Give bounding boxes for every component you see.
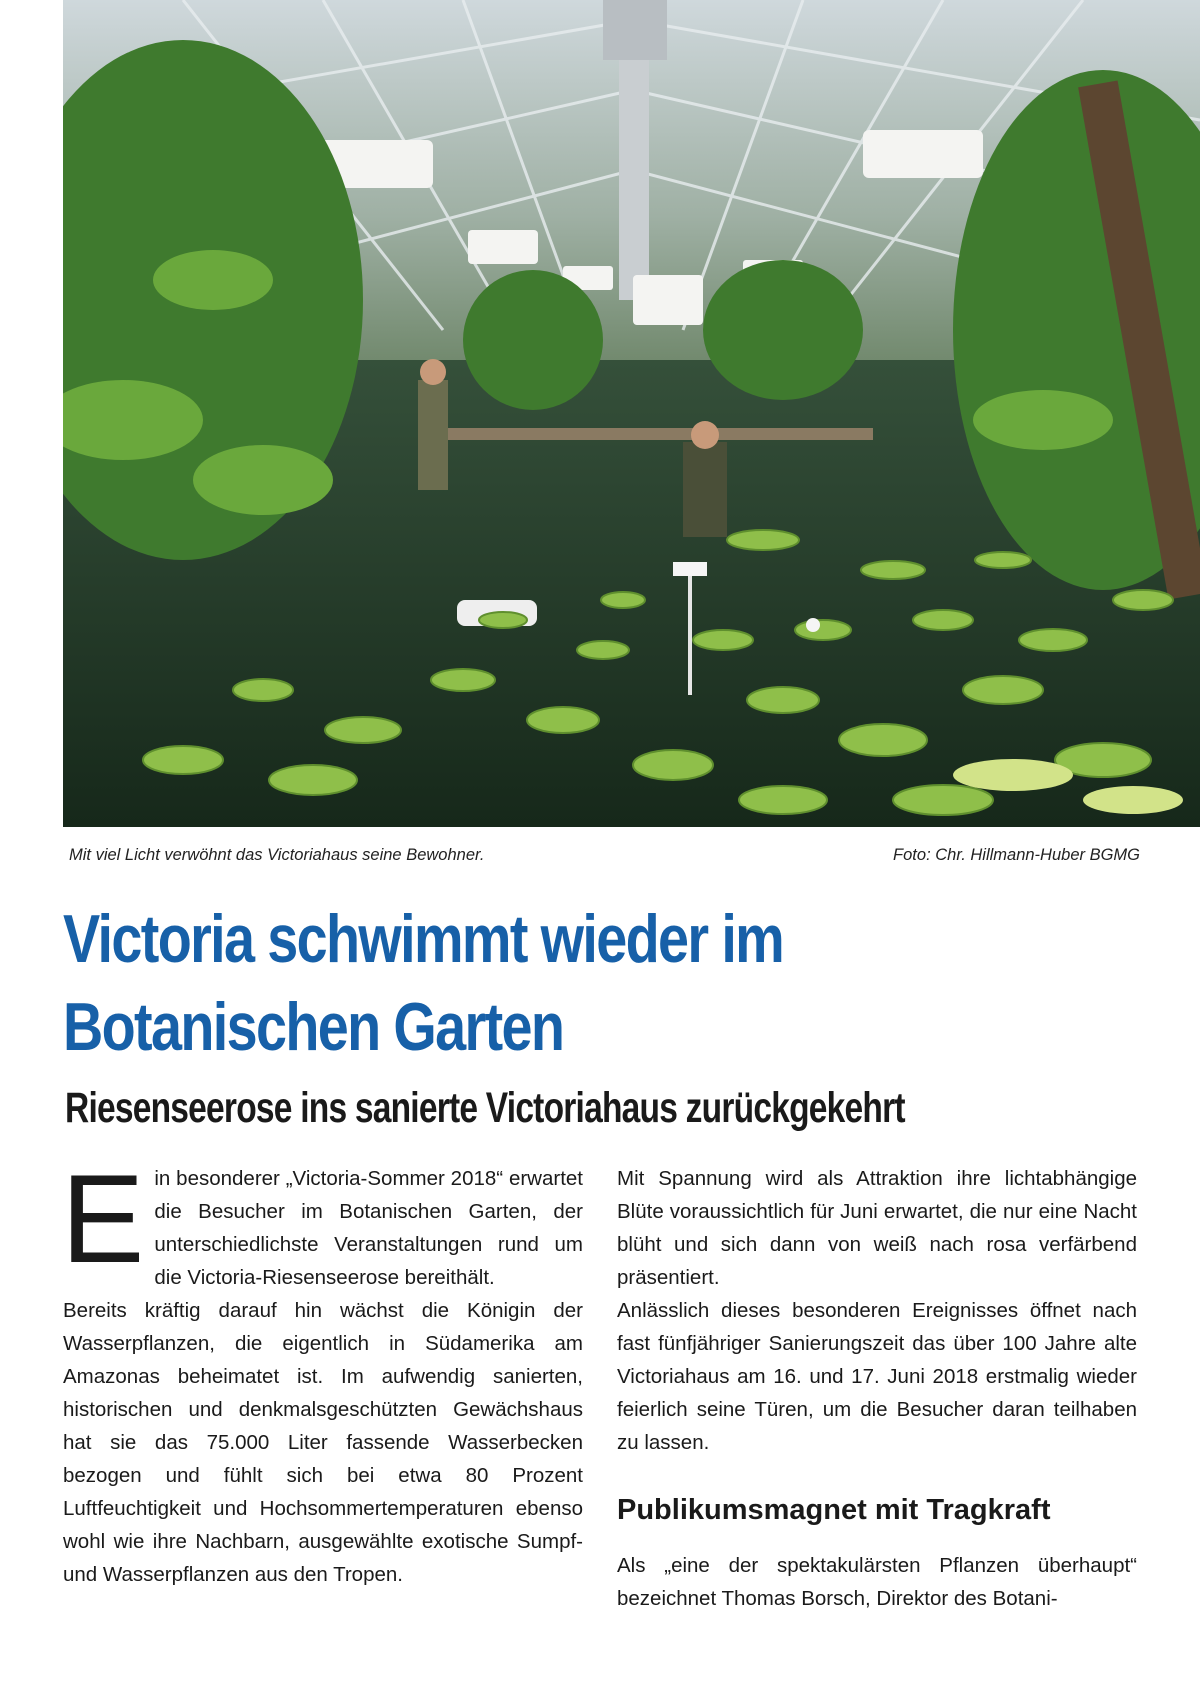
dropcap: E [61, 1150, 145, 1289]
paragraph [61, 1150, 583, 1294]
photo-caption: Mit viel Licht verwöhnt das Victoriahaus seine Bewohner. [69, 846, 485, 864]
headline [63, 895, 965, 1071]
paragraph: Als „eine der spektakulärsten Pflanzen überhaupt“ bezeichnet Thomas Borsch, Direktor des Botani- [617, 1554, 1137, 1610]
article-column-left [61, 1150, 583, 1591]
greenhouse-photo [63, 0, 1200, 827]
headline-line-2: Botanischen Garten [63, 989, 564, 1065]
article-column-right [617, 1162, 1137, 1615]
paragraph-text: in besonderer „Victoria-Sommer 2018“ erwartet die Besucher im Botanischen Garten, der unterschiedlichste Veranstaltungen rund um die Victoria-Riesenseerose bereithält. [154, 1167, 583, 1289]
headline-line-1: Victoria schwimmt wieder im [63, 901, 784, 977]
subheadline: Riesenseerose ins sanierte Victoriahaus zurückgekehrt [65, 1084, 905, 1132]
photo-credit: Foto: Chr. Hillmann-Huber BGMG [893, 846, 1140, 864]
paragraph: Mit Spannung wird als Attraktion ihre lichtabhängige Blüte voraussichtlich für Juni erwartet, die nur eine Nacht blüht und sich dann von weiß nach rosa verfärbend präsentiert. [617, 1167, 1137, 1289]
paragraph: Anlässlich dieses besonderen Ereignisses öffnet nach fast fünfjähriger Sanierungszeit das über 100 Jahre alte Victoriahaus am 16. und 17. Juni 2018 erstmalig wieder feierlich seine Türen, um die Besucher daran teilhaben zu lassen. [617, 1299, 1137, 1454]
paragraph: Bereits kräftig darauf hin wächst die Königin der Wasserpflanzen, die eigentlich in Südamerika am Amazonas beheimatet ist. Im aufwendig sanierten, historischen und denkmalsgeschützten Gewächshaus hat sie das 75.000 Liter fassende Wasserbecken bezogen und fühlt sich bei etwa 80 Prozent Luftfeuchtigkeit und Hochsommertemperaturen ebenso wohl wie ihre Nachbarn, ausgewählte exotische Sumpf- und Wasserpflanzen aus den Tropen. [63, 1299, 583, 1586]
section-heading: Publikumsmagnet mit Tragkraft [617, 1494, 1051, 1526]
